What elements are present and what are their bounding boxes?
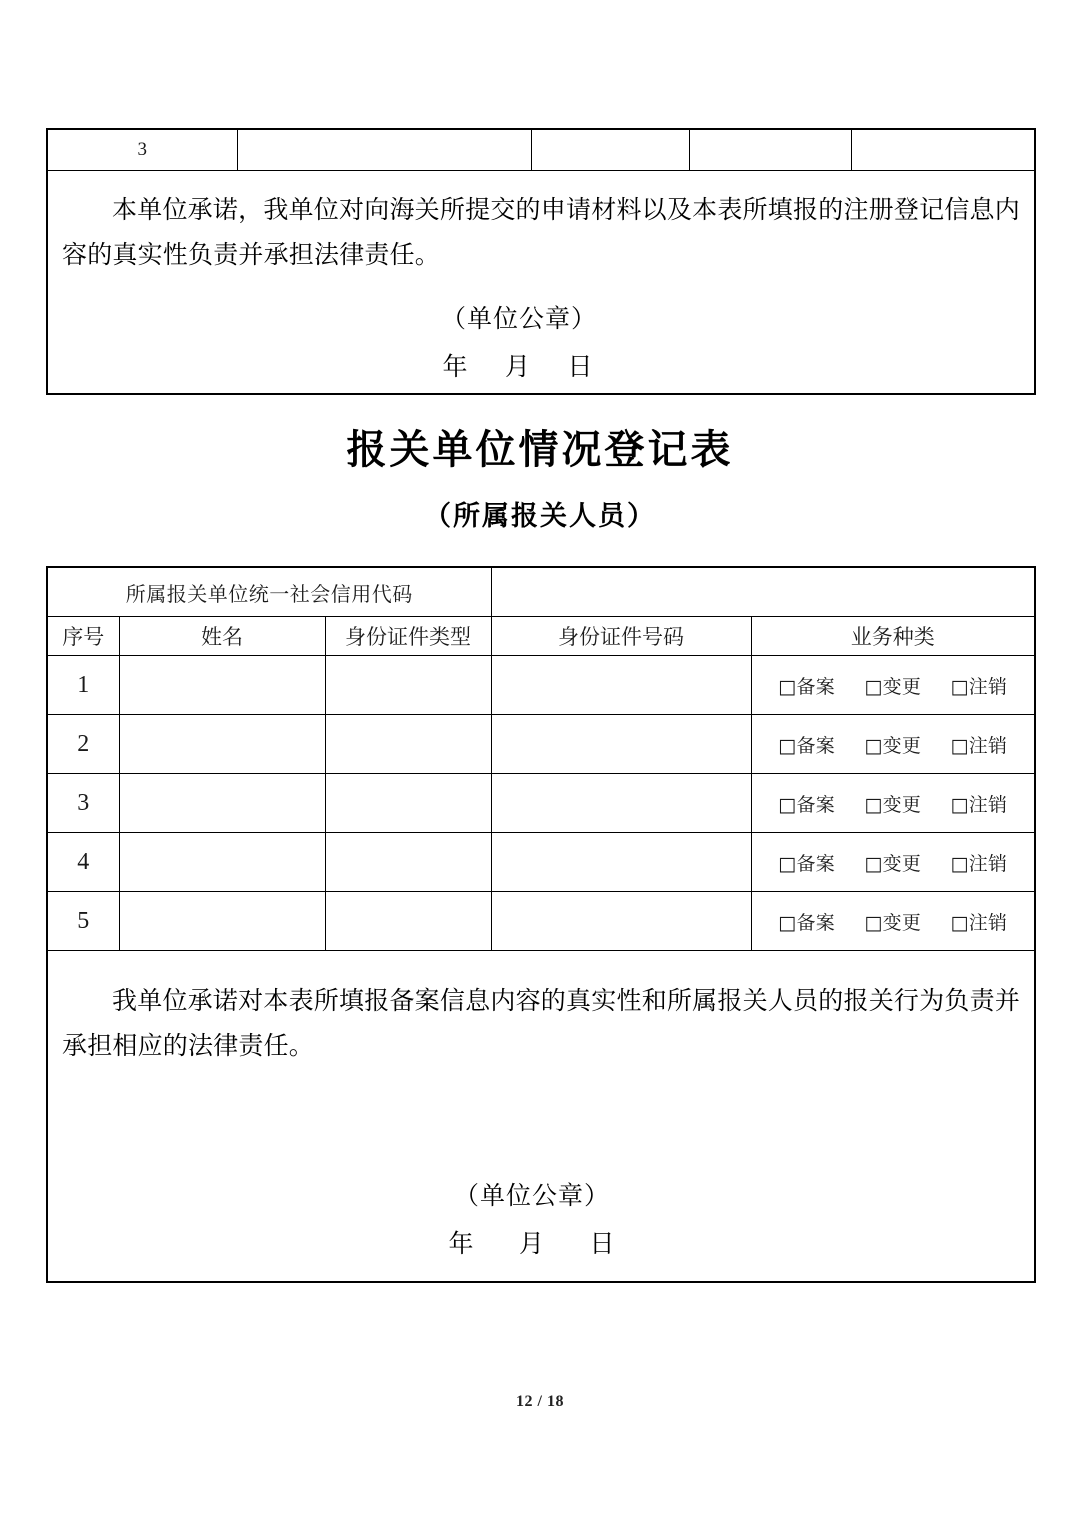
- page-number: 12 / 18: [516, 1393, 564, 1410]
- row-index: 5: [47, 892, 119, 951]
- business-type-options: [764, 908, 1023, 935]
- checkbox-label: 备案: [796, 794, 836, 816]
- row-index: 3: [47, 774, 119, 833]
- table-row: [47, 567, 1035, 617]
- id-number-field[interactable]: [491, 833, 751, 892]
- checkbox-icon[interactable]: □: [778, 911, 797, 934]
- checkbox-option-record[interactable]: [778, 908, 835, 935]
- page-subtitle: （所属报关人员）: [424, 501, 656, 532]
- form-declaration-text: 我单位承诺对本表所填报备案信息内容的真实性和所属报关人员的报关行为负责并承担相应的法律责任。: [62, 988, 1021, 1060]
- id-type-field[interactable]: [325, 656, 491, 715]
- column-header-index: 序号: [47, 617, 119, 656]
- checkbox-label: 注销: [968, 676, 1008, 698]
- table-row: [47, 833, 1035, 892]
- checkbox-option-change[interactable]: [864, 731, 921, 758]
- table-row: [47, 951, 1035, 1283]
- continuation-declaration-text: 本单位承诺，我单位对向海关所提交的申请材料以及本表所填报的注册登记信息内容的真实性负责并承担法律责任。: [62, 197, 1020, 269]
- column-header-id-type: 身份证件类型: [325, 617, 491, 656]
- checkbox-option-change[interactable]: [864, 849, 921, 876]
- checkbox-icon[interactable]: □: [950, 675, 969, 698]
- checkbox-icon[interactable]: □: [864, 852, 883, 875]
- date-day-label: 日: [567, 353, 594, 381]
- checkbox-label: 备案: [796, 853, 836, 875]
- checkbox-label: 注销: [968, 912, 1008, 934]
- checkbox-label: 备案: [796, 676, 836, 698]
- checkbox-label: 备案: [796, 912, 836, 934]
- row-index: 1: [47, 656, 119, 715]
- checkbox-option-change[interactable]: [864, 790, 921, 817]
- table-header-row: [47, 617, 1035, 656]
- id-number-field[interactable]: [491, 774, 751, 833]
- business-type-options: [764, 672, 1023, 699]
- checkbox-icon[interactable]: □: [864, 793, 883, 816]
- checkbox-option-record[interactable]: [778, 731, 835, 758]
- credit-code-label: 所属报关单位统一社会信用代码: [47, 567, 491, 617]
- checkbox-label: 注销: [968, 853, 1008, 875]
- business-type-options: [764, 790, 1023, 817]
- business-type-cell: [751, 774, 1035, 833]
- checkbox-icon[interactable]: □: [778, 793, 797, 816]
- form-signature-block: [48, 1173, 1034, 1268]
- main-form-table: [46, 566, 1036, 1283]
- checkbox-option-record[interactable]: [778, 849, 835, 876]
- id-type-field[interactable]: [325, 833, 491, 892]
- business-type-cell: [751, 833, 1035, 892]
- continuation-table: [46, 128, 1036, 395]
- checkbox-label: 备案: [796, 735, 836, 757]
- checkbox-icon[interactable]: □: [864, 911, 883, 934]
- date-line: [48, 1221, 1034, 1269]
- checkbox-icon[interactable]: □: [778, 675, 797, 698]
- checkbox-option-change[interactable]: [864, 672, 921, 699]
- name-field[interactable]: [119, 656, 325, 715]
- checkbox-option-record[interactable]: [778, 790, 835, 817]
- id-type-field[interactable]: [325, 774, 491, 833]
- id-number-field[interactable]: [491, 715, 751, 774]
- checkbox-label: 变更: [882, 735, 922, 757]
- row-index: 2: [47, 715, 119, 774]
- name-field[interactable]: [119, 833, 325, 892]
- checkbox-label: 变更: [882, 853, 922, 875]
- business-type-cell: [751, 892, 1035, 951]
- table-row: [47, 715, 1035, 774]
- column-header-name: 姓名: [119, 617, 325, 656]
- continuation-signature-block: [48, 296, 1034, 391]
- checkbox-option-cancel[interactable]: [950, 790, 1007, 817]
- date-day-label: 日: [589, 1230, 616, 1258]
- checkbox-icon[interactable]: □: [950, 793, 969, 816]
- continuation-cell-4[interactable]: [689, 129, 851, 171]
- checkbox-option-cancel[interactable]: [950, 908, 1007, 935]
- checkbox-icon[interactable]: □: [778, 734, 797, 757]
- checkbox-option-record[interactable]: [778, 672, 835, 699]
- main-form-table-container: [46, 566, 1034, 1283]
- form-declaration-body: [48, 964, 1034, 1069]
- column-header-business-type: 业务种类: [751, 617, 1035, 656]
- checkbox-icon[interactable]: □: [950, 911, 969, 934]
- checkbox-icon[interactable]: □: [950, 734, 969, 757]
- checkbox-label: 注销: [968, 794, 1008, 816]
- form-declaration-cell: [47, 951, 1035, 1283]
- checkbox-icon[interactable]: □: [778, 852, 797, 875]
- table-row: [47, 774, 1035, 833]
- date-year-label: 年: [442, 353, 469, 381]
- id-number-field[interactable]: [491, 892, 751, 951]
- id-type-field[interactable]: [325, 715, 491, 774]
- table-row: [47, 892, 1035, 951]
- name-field[interactable]: [119, 892, 325, 951]
- checkbox-option-cancel[interactable]: [950, 672, 1007, 699]
- continuation-table-container: [46, 128, 1034, 395]
- checkbox-option-cancel[interactable]: [950, 731, 1007, 758]
- checkbox-icon[interactable]: □: [864, 675, 883, 698]
- business-type-options: [764, 849, 1023, 876]
- continuation-declaration-cell: [47, 171, 1035, 395]
- company-seal-label: （单位公章）: [454, 1183, 611, 1210]
- checkbox-option-cancel[interactable]: [950, 849, 1007, 876]
- credit-code-input[interactable]: [491, 567, 1035, 617]
- row-index: 4: [47, 833, 119, 892]
- continuation-declaration-body: [48, 173, 1034, 278]
- table-row: [47, 129, 1035, 171]
- page-title: 报关单位情况登记表: [346, 427, 734, 473]
- checkbox-option-change[interactable]: [864, 908, 921, 935]
- id-number-field[interactable]: [491, 656, 751, 715]
- checkbox-icon[interactable]: □: [864, 734, 883, 757]
- business-type-cell: [751, 715, 1035, 774]
- checkbox-label: 变更: [882, 794, 922, 816]
- name-field[interactable]: [119, 715, 325, 774]
- id-type-field[interactable]: [325, 892, 491, 951]
- continuation-cell-5[interactable]: [851, 129, 1035, 171]
- business-type-options: [764, 731, 1023, 758]
- continuation-row-index: 3: [47, 129, 237, 171]
- continuation-cell-3[interactable]: [531, 129, 689, 171]
- checkbox-icon[interactable]: □: [950, 852, 969, 875]
- date-month-label: 月: [519, 1230, 546, 1258]
- business-type-cell: [751, 656, 1035, 715]
- name-field[interactable]: [119, 774, 325, 833]
- date-month-label: 月: [504, 353, 531, 381]
- date-line: [48, 344, 1034, 392]
- table-row: [47, 656, 1035, 715]
- checkbox-label: 变更: [882, 676, 922, 698]
- checkbox-label: 变更: [882, 912, 922, 934]
- company-seal-label: （单位公章）: [440, 306, 597, 333]
- table-row: [47, 171, 1035, 395]
- checkbox-label: 注销: [968, 735, 1008, 757]
- date-year-label: 年: [448, 1230, 475, 1258]
- column-header-id-number: 身份证件号码: [491, 617, 751, 656]
- continuation-cell-2[interactable]: [237, 129, 531, 171]
